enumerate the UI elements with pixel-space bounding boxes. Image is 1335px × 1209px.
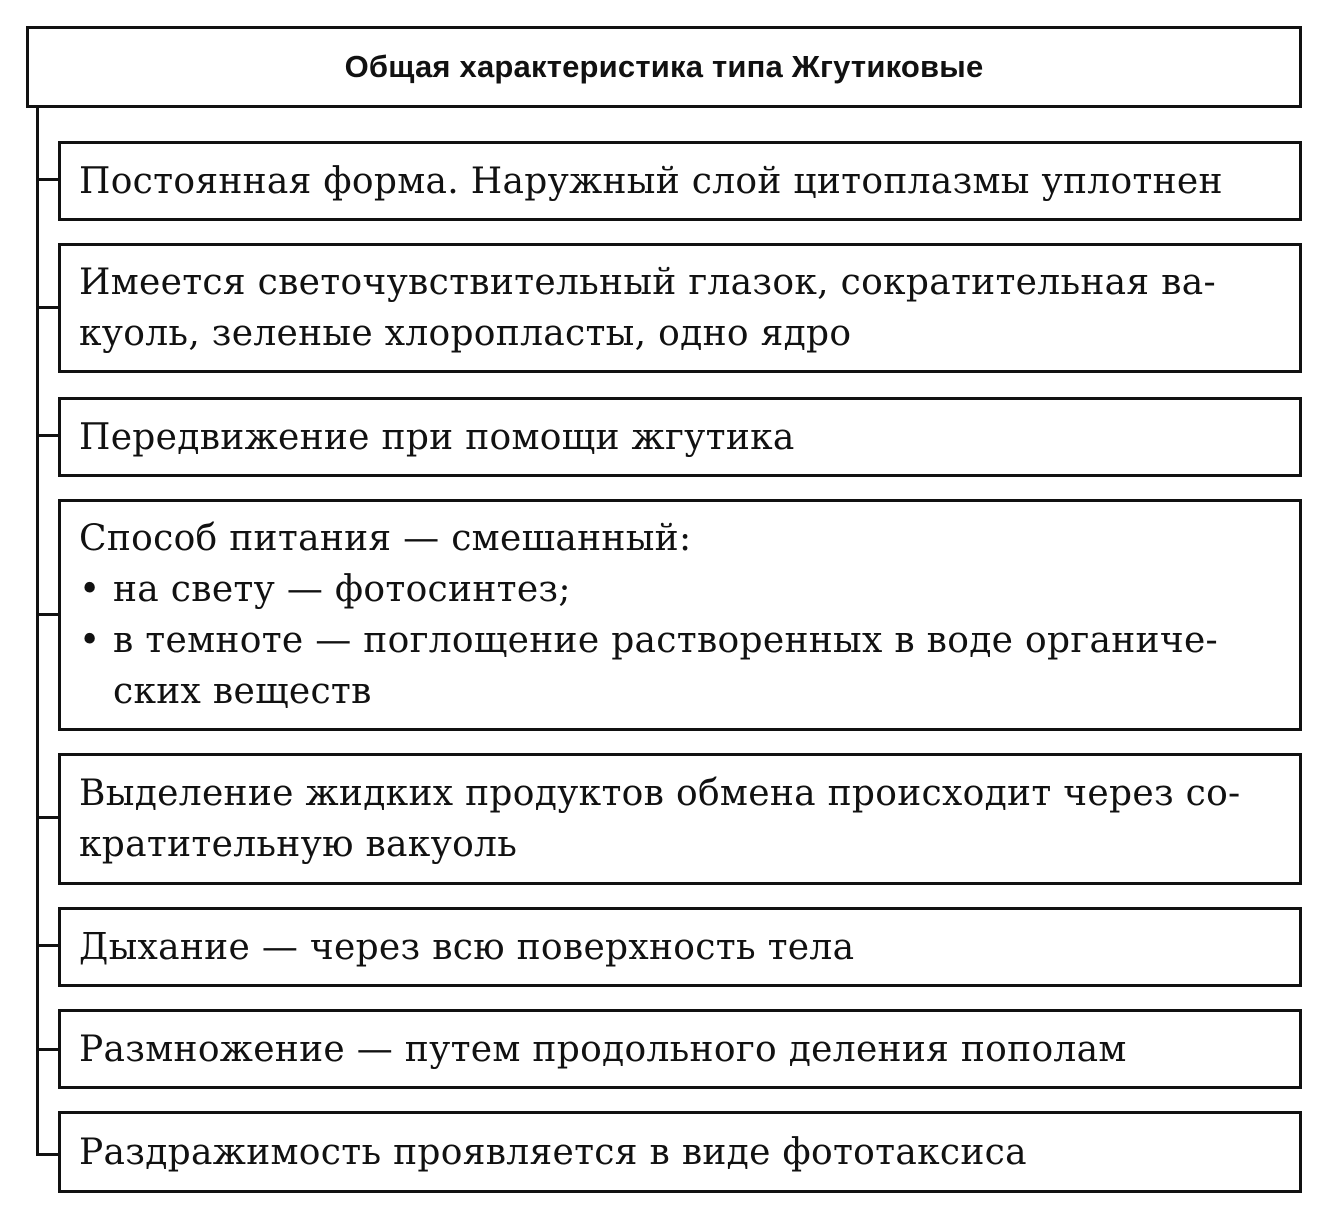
characteristic-box-excretion: [58, 753, 1302, 885]
box-text-line: Имеется светочувствительный глазок, сократительная ва-: [79, 262, 1216, 303]
box-text-line: куоль, зеленые хлоропласты, одно ядро: [79, 313, 852, 354]
box-text-line: кратительную вакуоль: [79, 824, 518, 865]
bullet-text: на свету — фотосинтез;: [113, 569, 571, 610]
characteristic-box-nutrition: [58, 499, 1302, 731]
bullet-marker: •: [79, 620, 101, 661]
box-text-line: Передвижение при помощи жгутика: [79, 416, 795, 458]
box-text-line: Постоянная форма. Наружный слой цитоплазмы уплотнен: [79, 160, 1223, 202]
characteristic-box-reproduction: [58, 1009, 1302, 1089]
characteristic-box-form: [58, 141, 1302, 221]
box-text-line: Размножение — путем продольного деления пополам: [79, 1028, 1127, 1070]
box-text-line: Выделение жидких продуктов обмена происходит через со-: [79, 773, 1241, 814]
box-text-line: Дыхание — через всю поверхность тела: [79, 926, 855, 968]
characteristic-box-structure: [58, 243, 1302, 373]
bullet-marker: •: [79, 569, 101, 610]
bullet-text: в темноте — поглощение растворенных в воде органиче-: [113, 620, 1219, 661]
diagram-title-text: Общая характеристика типа Жгутиковые: [344, 49, 984, 84]
tree-spine-line: [36, 108, 39, 1155]
bullet-item-dark: [79, 615, 1281, 666]
characteristic-box-respiration: [58, 907, 1302, 987]
nutrition-intro: Способ питания — смешанный:: [79, 518, 692, 559]
characteristic-box-locomotion: [58, 397, 1302, 477]
box-text-line: Раздражимость проявляется в виде фототаксиса: [79, 1131, 1027, 1173]
bullet-item-light: [79, 564, 1281, 615]
diagram-title: [26, 26, 1302, 108]
bullet-text-continuation: ских веществ: [113, 671, 372, 712]
characteristic-box-irritability: [58, 1111, 1302, 1193]
